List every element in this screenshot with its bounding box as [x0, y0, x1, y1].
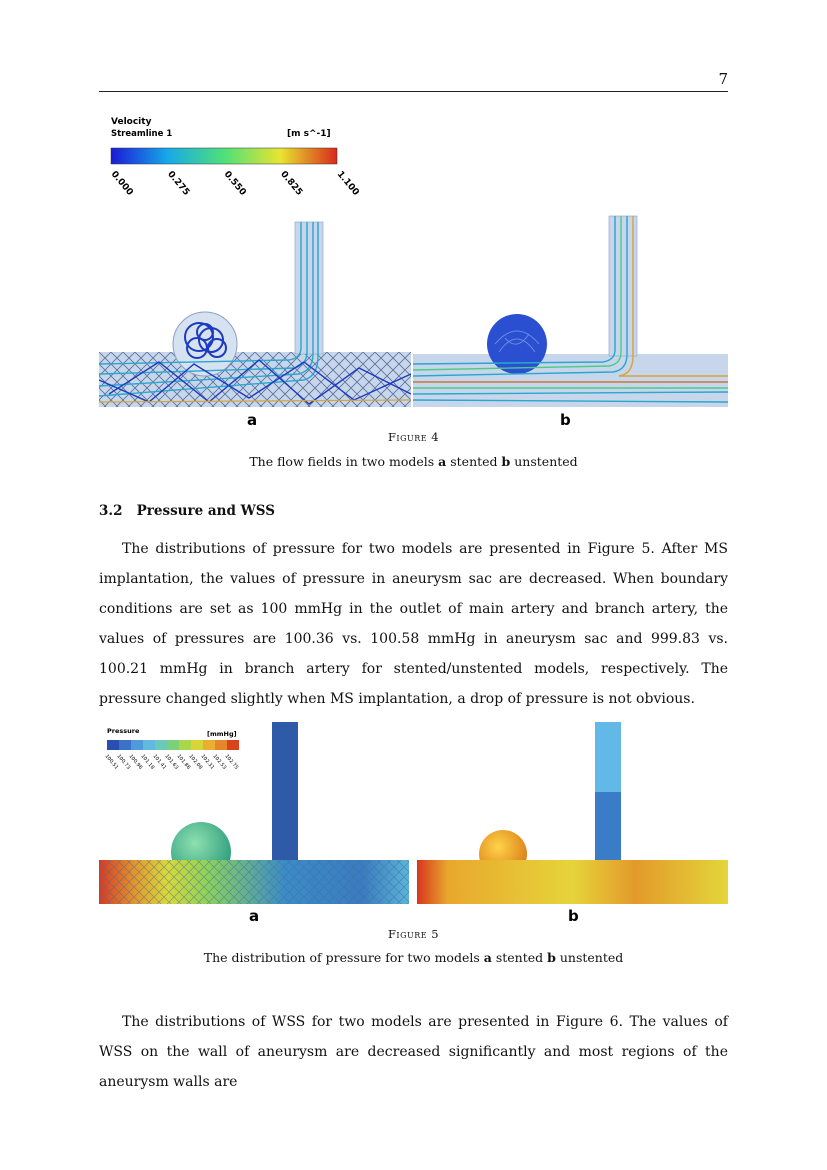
pressure-tick-label: 100.51: [103, 753, 120, 771]
velocity-legend-unit: [m s^-1]: [287, 129, 331, 139]
figure5-panel-b-label: b: [568, 907, 579, 924]
panel-a-aneurysm: [173, 312, 237, 376]
pressure-colorbar-segment: [155, 740, 167, 750]
pressure-tick-label: 102.08: [187, 753, 204, 771]
pressure-tick-label: 101.63: [163, 753, 180, 771]
pressure-tick-label: 100.96: [127, 753, 144, 771]
pressure-tick-label: 101.86: [175, 753, 192, 771]
pressure-colorbar-segment: [179, 740, 191, 750]
pressure-colorbar-segment: [215, 740, 227, 750]
pressure-colorbar: [107, 740, 239, 750]
section-heading: 3.2 Pressure and WSS: [99, 503, 275, 519]
pressure-colorbar-segment: [203, 740, 215, 750]
figure-5-label: Figure 5: [387, 927, 440, 941]
velocity-tick-label: 0.275: [165, 169, 192, 198]
pressure-tick-label: 102.53: [211, 753, 228, 771]
figure-5-caption: The distribution of pressure for two models a stented b unstented: [203, 950, 624, 965]
pressure-colorbar-segment: [143, 740, 155, 750]
pressure-tick-label: 100.73: [115, 753, 132, 771]
pressure-legend-unit: [mmHg]: [207, 730, 237, 738]
page-number: 7: [718, 70, 728, 88]
pressure-colorbar-segment: [119, 740, 131, 750]
figure-4-caption: The flow fields in two models a stented b unstented: [249, 454, 578, 469]
velocity-colorbar: [111, 148, 337, 164]
pressure-colorbar-segment: [167, 740, 179, 750]
pressure-tick-label: 102.31: [199, 753, 216, 771]
pressure-colorbar-segment: [227, 740, 239, 750]
velocity-tick-label: 0.550: [221, 169, 248, 198]
header-rule: [99, 91, 728, 92]
pressure-tick-label: 101.41: [151, 753, 168, 771]
velocity-legend-subtitle: Streamline 1: [111, 129, 173, 139]
paragraph-wss: The distributions of WSS for two models are presented in Figure 6. The values of WSS on the wall of aneurysm are decreased significantly and most regions of the aneurysm walls are: [99, 1014, 728, 1090]
figure4-panel-b-label: b: [560, 411, 571, 429]
pressure-legend-title: Pressure: [107, 727, 140, 735]
paragraph-pressure: The distributions of pressure for two models are presented in Figure 5. After MS implantation, the values of pressure in aneurysm sac are decreased. When boundary conditions are set as 100 mmHg in the outlet of main artery and branch artery, the values of pressures are 100.36 vs. 100.58 mmHg in aneurysm sac and 999.83 vs. 100.21 mmHg in branch artery for stented/unstented models, respectively. The pressure changed slightly when MS implantation, a drop of pressure is not obvious.: [99, 541, 728, 707]
figure4-panel-a-label: a: [247, 411, 258, 429]
pressure-tick-label: 101.18: [139, 753, 156, 771]
figure-5: [99, 722, 728, 924]
pressure-panel-a-branch: [272, 722, 298, 864]
velocity-tick-label: 0.825: [278, 169, 305, 198]
pressure-tick-label: 102.75: [223, 753, 240, 771]
pressure-panel-b-artery: [417, 860, 728, 904]
figure-4-label: Figure 4: [387, 430, 440, 444]
figure-4: [99, 112, 728, 430]
pressure-colorbar-segment: [107, 740, 119, 750]
figure5-panel-a-label: a: [249, 907, 260, 924]
pressure-colorbar-segment: [131, 740, 143, 750]
panel-a-branch: [295, 222, 323, 354]
velocity-legend-title: Velocity: [111, 117, 152, 127]
velocity-tick-label: 1.100: [334, 169, 361, 198]
velocity-tick-label: 0.000: [108, 169, 135, 198]
pressure-colorbar-segment: [191, 740, 203, 750]
